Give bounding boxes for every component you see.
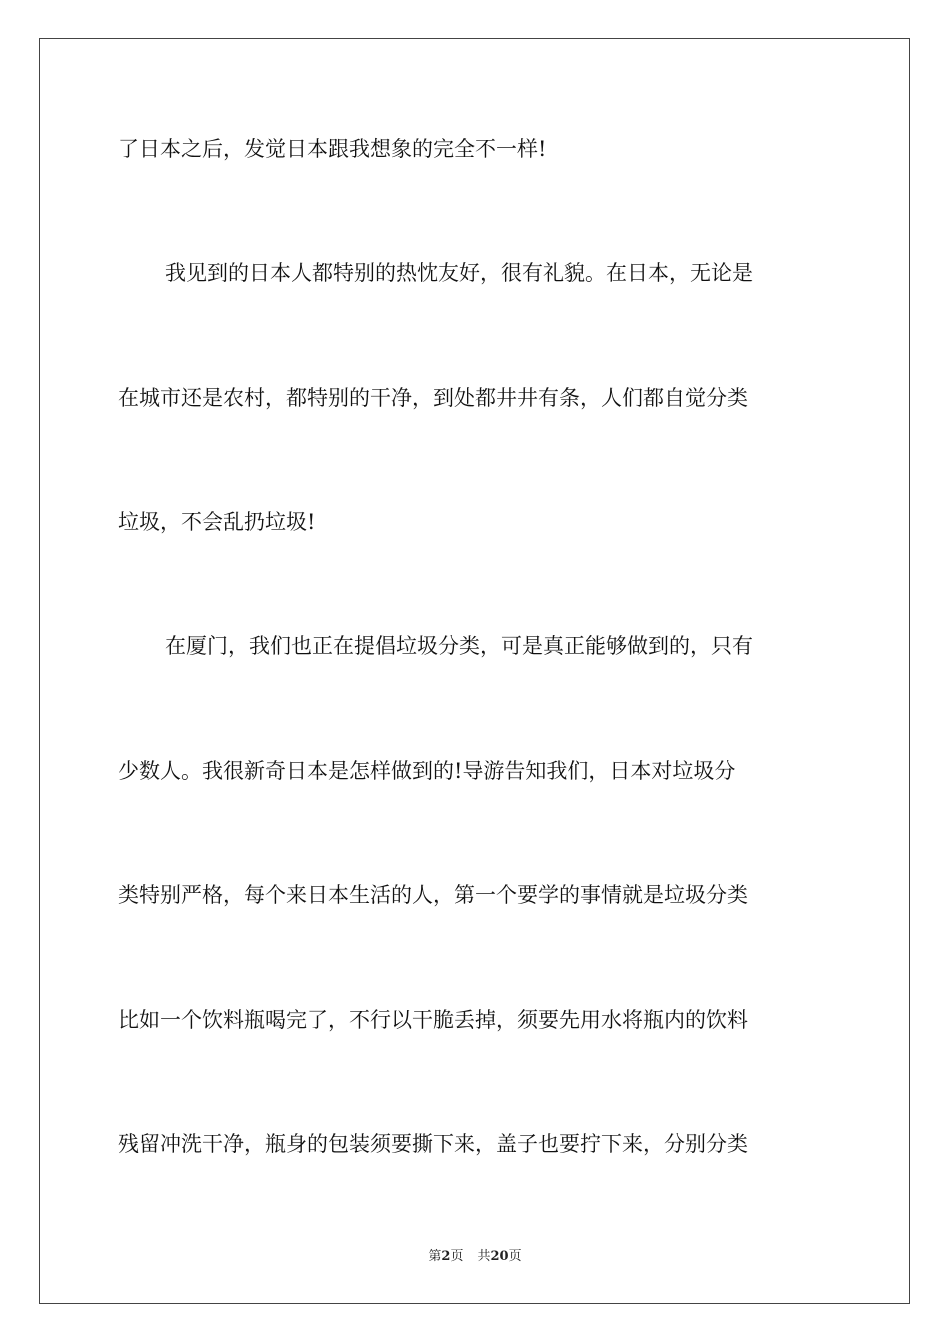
text-line-4: 垃圾，不会乱扔垃圾! xyxy=(118,510,316,534)
text-line-7: 类特别严格，每个来日本生活的人，第一个要学的事情就是垃圾分类 xyxy=(118,883,748,907)
text-line-2: 我见到的日本人都特别的热忱友好，很有礼貌。在日本，无论是 xyxy=(165,261,753,285)
page-footer xyxy=(0,1248,950,1266)
page-suffix: 页 xyxy=(450,1249,464,1264)
page-prefix: 第 xyxy=(428,1249,442,1264)
text-line-8: 比如一个饮料瓶喝完了，不行以干脆丢掉，须要先用水将瓶内的饮料 xyxy=(118,1008,748,1032)
total-prefix: 共 xyxy=(477,1249,491,1264)
text-line-6: 少数人。我很新奇日本是怎样做到的!导游告知我们，日本对垃圾分 xyxy=(118,759,736,783)
total-suffix: 页 xyxy=(508,1249,522,1264)
page-number: 2 xyxy=(441,1249,451,1264)
text-line-9: 残留冲洗干净，瓶身的包装须要撕下来，盖子也要拧下来，分别分类 xyxy=(118,1132,748,1156)
text-line-5: 在厦门，我们也正在提倡垃圾分类，可是真正能够做到的，只有 xyxy=(165,634,753,658)
text-line-3: 在城市还是农村，都特别的干净，到处都井井有条，人们都自觉分类 xyxy=(118,386,748,410)
total-pages: 20 xyxy=(490,1249,509,1264)
text-line-1: 了日本之后，发觉日本跟我想象的完全不一样! xyxy=(118,137,547,161)
page-border xyxy=(39,38,910,1304)
